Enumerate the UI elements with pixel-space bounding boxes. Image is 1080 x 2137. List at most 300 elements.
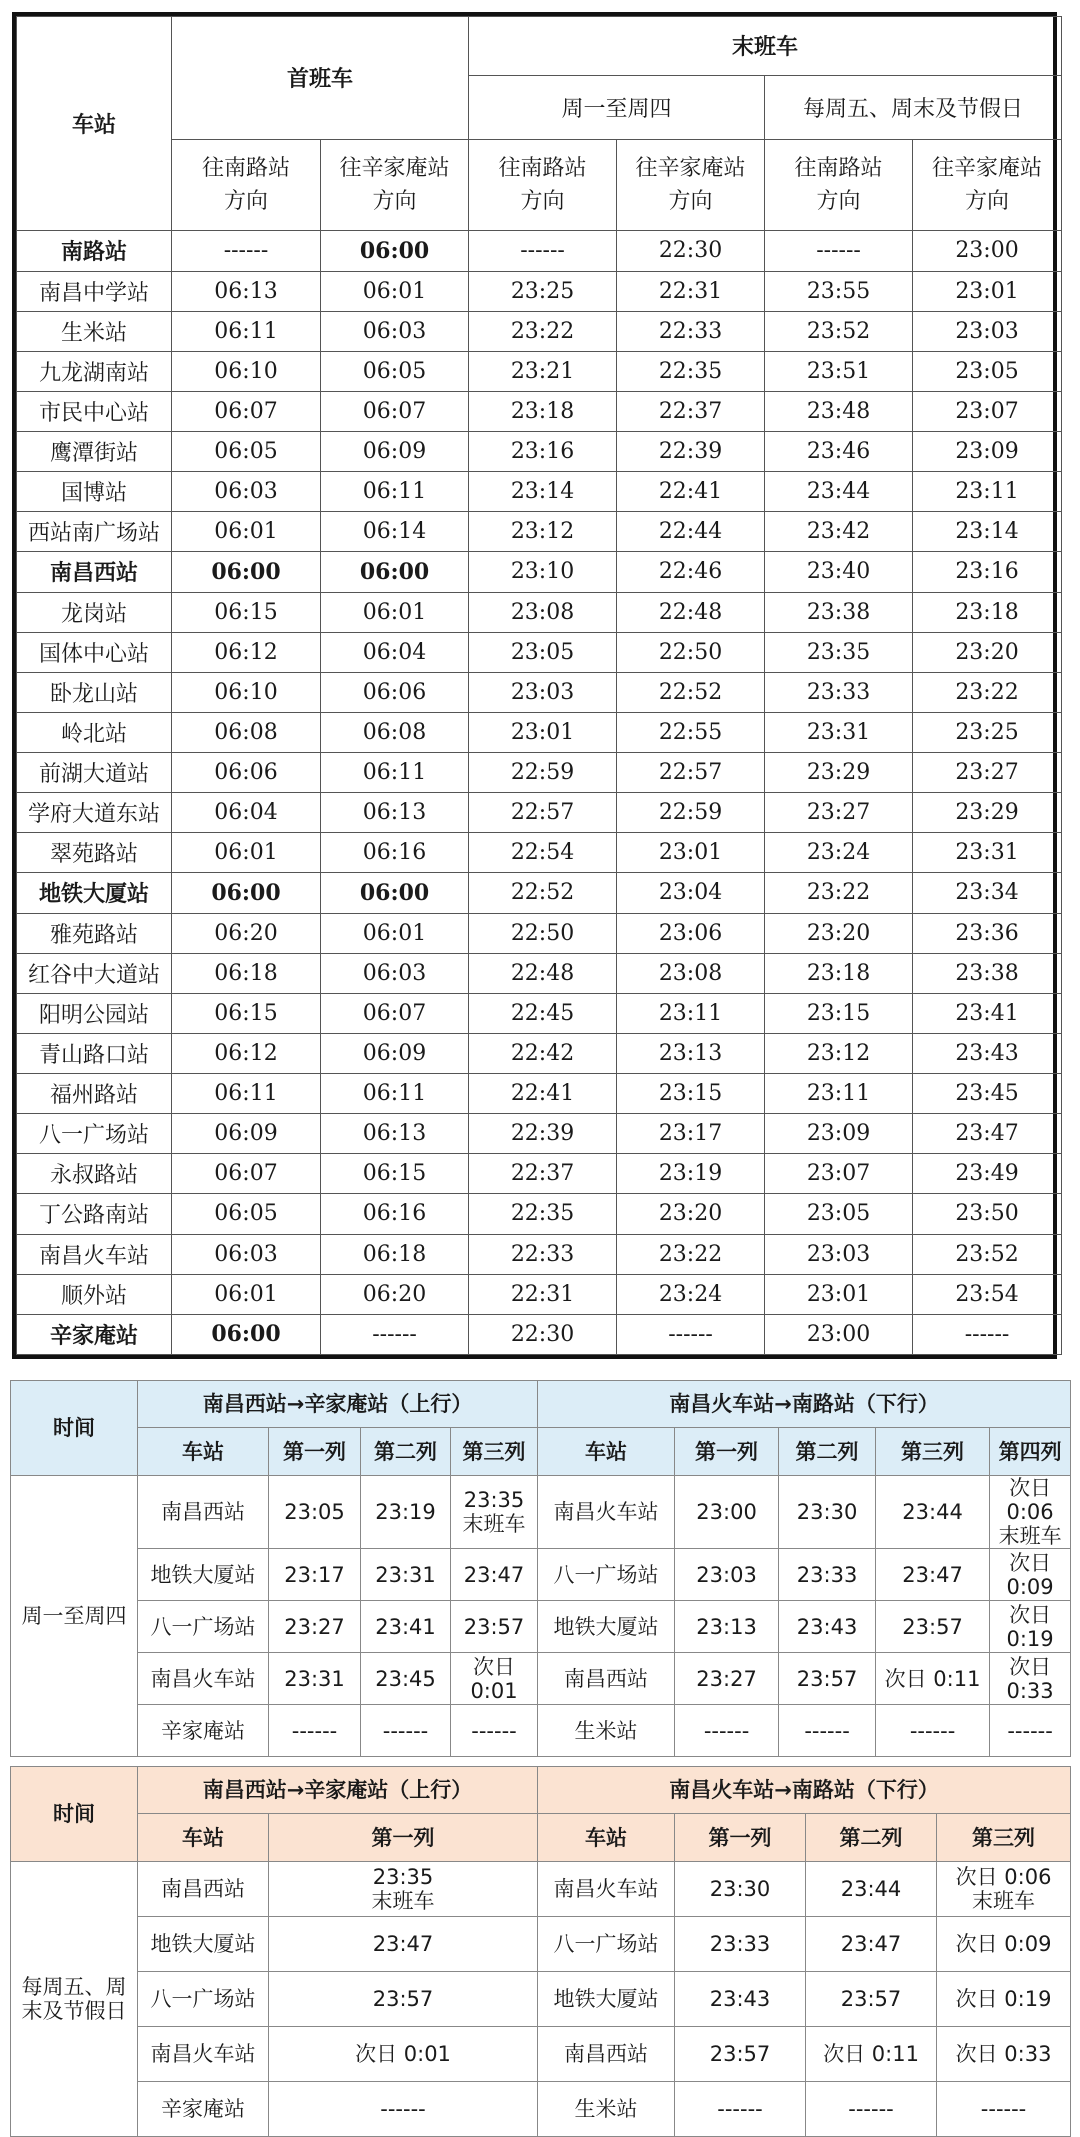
time-cell: ------ — [361, 1705, 451, 1757]
station-header: 车站 — [538, 1428, 675, 1476]
time-cell: 22:48 — [469, 953, 617, 993]
train-1-header: 第一列 — [675, 1814, 806, 1862]
time-cell: 06:01 — [321, 592, 469, 632]
time-cell: 06:01 — [172, 1274, 321, 1314]
time-cell: 23:57 — [451, 1601, 538, 1653]
time-cell: ------ — [675, 2082, 806, 2137]
time-cell: 23:15 — [765, 993, 913, 1033]
time-cell: 次日 0:06 末班车 — [990, 1476, 1071, 1549]
time-cell: 22:52 — [469, 873, 617, 913]
table-row — [11, 2027, 1071, 2082]
table-row — [11, 1601, 1071, 1653]
time-cell: 23:11 — [765, 1074, 913, 1114]
time-cell: 23:35 末班车 — [451, 1476, 538, 1549]
time-cell: 06:09 — [321, 1033, 469, 1073]
table-row — [11, 1549, 1071, 1601]
time-cell: 06:07 — [321, 391, 469, 431]
time-cell: 23:01 — [617, 833, 765, 873]
time-cell: 23:12 — [765, 1033, 913, 1073]
time-cell: 23:08 — [469, 592, 617, 632]
time-cell: 22:57 — [617, 753, 765, 793]
time-cell: ------ — [675, 1705, 779, 1757]
time-cell: 06:00 — [172, 1314, 321, 1354]
train-2-header: 第二列 — [806, 1814, 937, 1862]
up-direction-title: 南昌西站→辛家庵站（上行） — [138, 1381, 538, 1428]
table-row — [17, 953, 1062, 993]
station-name: 南昌火车站 — [538, 1862, 675, 1917]
time-cell: 23:40 — [765, 552, 913, 592]
time-cell: 06:07 — [321, 993, 469, 1033]
table-row — [17, 311, 1062, 351]
time-cell: 23:44 — [876, 1476, 990, 1549]
time-cell: 22:39 — [617, 432, 765, 472]
station-name: 国体中心站 — [17, 632, 172, 672]
station-name: 青山路口站 — [17, 1033, 172, 1073]
time-cell: 23:55 — [765, 271, 913, 311]
weekday-extra-trains — [10, 1380, 1070, 1743]
time-cell: 23:19 — [617, 1154, 765, 1194]
time-cell: 23:54 — [913, 1274, 1062, 1314]
table-row — [17, 993, 1062, 1033]
time-cell: 23:33 — [765, 672, 913, 712]
station-name: 南昌火车站 — [138, 1653, 269, 1705]
time-cell: 06:05 — [172, 1194, 321, 1234]
time-cell: 23:22 — [469, 311, 617, 351]
dir-south-header: 往南路站 方向 — [765, 139, 913, 231]
time-cell: 23:57 — [675, 2027, 806, 2082]
time-cell: ------ — [269, 1705, 361, 1757]
station-name: 前湖大道站 — [17, 753, 172, 793]
time-cell: 23:48 — [765, 391, 913, 431]
time-cell: 23:09 — [765, 1114, 913, 1154]
time-cell: 23:22 — [617, 1234, 765, 1274]
time-cell: 23:27 — [675, 1653, 779, 1705]
time-cell: 23:47 — [451, 1549, 538, 1601]
time-cell: 23:13 — [617, 1033, 765, 1073]
table-row — [17, 512, 1062, 552]
time-cell: 23:35 — [765, 632, 913, 672]
train-3-header: 第三列 — [937, 1814, 1071, 1862]
time-cell: 06:06 — [321, 672, 469, 712]
time-cell: 23:57 — [876, 1601, 990, 1653]
time-cell: 22:48 — [617, 592, 765, 632]
table-row — [17, 793, 1062, 833]
station-name: 生米站 — [538, 2082, 675, 2137]
time-cell: 23:44 — [806, 1862, 937, 1917]
time-cell: 23:38 — [913, 953, 1062, 993]
time-cell: 23:18 — [765, 953, 913, 993]
time-cell: 次日 0:19 — [937, 1972, 1071, 2027]
time-cell: 23:09 — [913, 432, 1062, 472]
time-cell: 23:11 — [913, 472, 1062, 512]
station-name: 岭北站 — [17, 712, 172, 752]
time-cell: 23:34 — [913, 873, 1062, 913]
station-name: 顺外站 — [17, 1274, 172, 1314]
time-cell: 06:07 — [172, 1154, 321, 1194]
time-cell: 06:01 — [172, 512, 321, 552]
time-cell: 06:11 — [321, 753, 469, 793]
time-cell: 22:54 — [469, 833, 617, 873]
period-label: 周一至周四 — [11, 1476, 138, 1757]
time-cell: 06:06 — [172, 753, 321, 793]
time-cell: 次日 0:01 — [269, 2027, 538, 2082]
time-cell: 23:20 — [765, 913, 913, 953]
time-cell: 23:49 — [913, 1154, 1062, 1194]
table-row — [17, 632, 1062, 672]
time-cell: 06:01 — [321, 913, 469, 953]
time-cell: 次日 0:01 — [451, 1653, 538, 1705]
time-cell: 23:46 — [765, 432, 913, 472]
station-name: 阳明公园站 — [17, 993, 172, 1033]
time-cell: 23:57 — [779, 1653, 876, 1705]
weekday-extra-table — [10, 1380, 1071, 1757]
time-cell: ------ — [990, 1705, 1071, 1757]
time-cell: 次日 0:33 — [937, 2027, 1071, 2082]
time-cell: 23:05 — [913, 351, 1062, 391]
time-cell: 23:38 — [765, 592, 913, 632]
time-cell: 06:09 — [172, 1114, 321, 1154]
table-row — [17, 712, 1062, 752]
station-header: 车站 — [17, 17, 172, 231]
time-cell: 23:07 — [913, 391, 1062, 431]
time-cell: 23:31 — [361, 1549, 451, 1601]
station-name: 地铁大厦站 — [17, 873, 172, 913]
station-header: 车站 — [138, 1428, 269, 1476]
time-cell: 22:42 — [469, 1033, 617, 1073]
station-name: 八一广场站 — [538, 1917, 675, 1972]
station-name: 南昌西站 — [538, 2027, 675, 2082]
time-cell: 22:59 — [617, 793, 765, 833]
time-cell: ------ — [765, 231, 913, 271]
train-1-header: 第一列 — [269, 1814, 538, 1862]
time-cell: 06:11 — [172, 311, 321, 351]
time-cell: 23:43 — [675, 1972, 806, 2027]
time-cell: 23:47 — [806, 1917, 937, 1972]
time-header: 时间 — [11, 1767, 138, 1862]
time-cell: ------ — [172, 231, 321, 271]
time-cell: 23:29 — [913, 793, 1062, 833]
time-cell: 22:41 — [617, 472, 765, 512]
station-name: 国博站 — [17, 472, 172, 512]
time-cell: 23:20 — [617, 1194, 765, 1234]
time-cell: 23:43 — [913, 1033, 1062, 1073]
time-cell: 06:13 — [321, 1114, 469, 1154]
time-cell: 23:22 — [765, 873, 913, 913]
time-cell: 22:50 — [617, 632, 765, 672]
time-cell: 06:03 — [321, 311, 469, 351]
time-cell: 06:12 — [172, 1033, 321, 1073]
dir-xin-header: 往辛家庵站 方向 — [321, 139, 469, 231]
time-cell: ------ — [321, 1314, 469, 1354]
up-direction-title: 南昌西站→辛家庵站（上行） — [138, 1767, 538, 1814]
time-cell: 22:31 — [617, 271, 765, 311]
station-name: 辛家庵站 — [138, 2082, 269, 2137]
time-cell: 06:10 — [172, 672, 321, 712]
time-cell: 23:35 末班车 — [269, 1862, 538, 1917]
train-1-header: 第一列 — [675, 1428, 779, 1476]
station-name: 南昌火车站 — [538, 1476, 675, 1549]
time-cell: 06:00 — [321, 552, 469, 592]
table-row — [17, 1274, 1062, 1314]
time-cell: 23:44 — [765, 472, 913, 512]
time-cell: ------ — [913, 1314, 1062, 1354]
table-row — [17, 1234, 1062, 1274]
time-cell: 22:59 — [469, 753, 617, 793]
time-cell: 06:15 — [172, 993, 321, 1033]
time-cell: 23:01 — [913, 271, 1062, 311]
time-cell: 23:03 — [913, 311, 1062, 351]
time-cell: 06:15 — [321, 1154, 469, 1194]
time-cell: ------ — [269, 2082, 538, 2137]
time-cell: 06:11 — [321, 1074, 469, 1114]
time-cell: 23:24 — [617, 1274, 765, 1314]
time-cell: 06:10 — [172, 351, 321, 391]
time-cell: 23:29 — [765, 753, 913, 793]
station-name: 地铁大厦站 — [138, 1549, 269, 1601]
time-cell: 次日 0:09 — [937, 1917, 1071, 1972]
time-cell: 次日 0:19 — [990, 1601, 1071, 1653]
table-row — [17, 592, 1062, 632]
time-cell: 06:08 — [321, 712, 469, 752]
time-cell: 06:13 — [321, 793, 469, 833]
time-cell: 06:12 — [172, 632, 321, 672]
time-cell: 23:12 — [469, 512, 617, 552]
train-1-header: 第一列 — [269, 1428, 361, 1476]
time-cell: 23:07 — [765, 1154, 913, 1194]
time-cell: 23:57 — [269, 1972, 538, 2027]
time-cell: 22:33 — [469, 1234, 617, 1274]
time-cell: 23:52 — [765, 311, 913, 351]
time-cell: 06:00 — [321, 231, 469, 271]
time-cell: ------ — [876, 1705, 990, 1757]
time-cell: 23:27 — [913, 753, 1062, 793]
time-cell: 23:00 — [913, 231, 1062, 271]
time-cell: 23:04 — [617, 873, 765, 913]
station-name: 辛家庵站 — [138, 1705, 269, 1757]
station-name: 西站南广场站 — [17, 512, 172, 552]
time-cell: 06:01 — [172, 833, 321, 873]
time-cell: 22:35 — [469, 1194, 617, 1234]
table-row — [17, 672, 1062, 712]
first-last-train-table — [16, 16, 1062, 1355]
station-name: 八一广场站 — [138, 1601, 269, 1653]
down-direction-title: 南昌火车站→南路站（下行） — [538, 1767, 1071, 1814]
time-cell: 次日 0:09 — [990, 1549, 1071, 1601]
time-cell: 23:14 — [913, 512, 1062, 552]
down-direction-title: 南昌火车站→南路站（下行） — [538, 1381, 1071, 1428]
time-cell: 23:47 — [913, 1114, 1062, 1154]
station-name: 辛家庵站 — [17, 1314, 172, 1354]
time-cell: ------ — [937, 2082, 1071, 2137]
time-cell: 23:42 — [765, 512, 913, 552]
time-cell: 23:31 — [765, 712, 913, 752]
weekend-extra-trains — [10, 1766, 1070, 2136]
time-cell: 06:03 — [321, 953, 469, 993]
time-cell: 23:25 — [469, 271, 617, 311]
station-name: 龙岗站 — [17, 592, 172, 632]
table-row — [17, 873, 1062, 913]
time-cell: 22:39 — [469, 1114, 617, 1154]
time-cell: 22:44 — [617, 512, 765, 552]
station-name: 南昌西站 — [138, 1476, 269, 1549]
time-cell: 22:31 — [469, 1274, 617, 1314]
time-cell: 23:14 — [469, 472, 617, 512]
table-row — [11, 1917, 1071, 1972]
station-name: 南昌西站 — [17, 552, 172, 592]
time-cell: 23:30 — [675, 1862, 806, 1917]
time-cell: 次日 0:06 末班车 — [937, 1862, 1071, 1917]
time-cell: 06:20 — [172, 913, 321, 953]
time-cell: 22:57 — [469, 793, 617, 833]
time-cell: 06:16 — [321, 1194, 469, 1234]
time-cell: 23:00 — [675, 1476, 779, 1549]
weekday-header: 周一至周四 — [469, 75, 765, 139]
station-name: 卧龙山站 — [17, 672, 172, 712]
time-cell: 06:08 — [172, 712, 321, 752]
table-row — [11, 1476, 1071, 1549]
time-header: 时间 — [11, 1381, 138, 1476]
station-name: 生米站 — [17, 311, 172, 351]
time-cell: 23:03 — [675, 1549, 779, 1601]
time-cell: ------ — [779, 1705, 876, 1757]
train-2-header: 第二列 — [779, 1428, 876, 1476]
train-4-header: 第四列 — [990, 1428, 1071, 1476]
weekend-header: 每周五、周末及节假日 — [765, 75, 1062, 139]
time-cell: 06:09 — [321, 432, 469, 472]
table-row — [17, 1033, 1062, 1073]
time-cell: 06:07 — [172, 391, 321, 431]
station-header: 车站 — [138, 1814, 269, 1862]
time-cell: 06:18 — [321, 1234, 469, 1274]
time-cell: 23:30 — [779, 1476, 876, 1549]
time-cell: 23:21 — [469, 351, 617, 391]
time-cell: 06:11 — [172, 1074, 321, 1114]
period-label: 每周五、周 末及节假日 — [11, 1862, 138, 2137]
time-cell: 22:37 — [617, 391, 765, 431]
time-cell: 23:52 — [913, 1234, 1062, 1274]
time-cell: 23:08 — [617, 953, 765, 993]
station-name: 南路站 — [17, 231, 172, 271]
time-cell: 22:55 — [617, 712, 765, 752]
table-row — [17, 391, 1062, 431]
time-cell: 23:01 — [469, 712, 617, 752]
time-cell: 22:33 — [617, 311, 765, 351]
time-cell: 23:57 — [806, 1972, 937, 2027]
time-cell: 23:31 — [269, 1653, 361, 1705]
table-row — [11, 1653, 1071, 1705]
time-cell: 23:45 — [913, 1074, 1062, 1114]
time-cell: 23:41 — [361, 1601, 451, 1653]
time-cell: 23:36 — [913, 913, 1062, 953]
dir-xin-header: 往辛家庵站 方向 — [617, 139, 765, 231]
table-row — [17, 432, 1062, 472]
time-cell: 22:30 — [469, 1314, 617, 1354]
time-cell: 06:04 — [172, 793, 321, 833]
time-cell: 23:50 — [913, 1194, 1062, 1234]
time-cell: 22:46 — [617, 552, 765, 592]
first-train-header: 首班车 — [172, 17, 469, 140]
last-train-header: 末班车 — [469, 17, 1062, 76]
time-cell: 次日 0:11 — [806, 2027, 937, 2082]
time-cell: 22:45 — [469, 993, 617, 1033]
station-name: 福州路站 — [17, 1074, 172, 1114]
time-cell: 23:05 — [765, 1194, 913, 1234]
station-name: 南昌火车站 — [138, 2027, 269, 2082]
table-row — [17, 753, 1062, 793]
time-cell: 次日 0:33 — [990, 1653, 1071, 1705]
time-cell: 23:00 — [765, 1314, 913, 1354]
time-cell: 23:45 — [361, 1653, 451, 1705]
time-cell: ------ — [469, 231, 617, 271]
time-cell: 23:20 — [913, 632, 1062, 672]
train-3-header: 第三列 — [876, 1428, 990, 1476]
station-name: 永叔路站 — [17, 1154, 172, 1194]
time-cell: 23:31 — [913, 833, 1062, 873]
table-row — [17, 1194, 1062, 1234]
time-cell: 06:00 — [172, 873, 321, 913]
train-2-header: 第二列 — [361, 1428, 451, 1476]
table-row — [17, 1114, 1062, 1154]
train-3-header: 第三列 — [451, 1428, 538, 1476]
time-cell: 23:13 — [675, 1601, 779, 1653]
time-cell: 23:43 — [779, 1601, 876, 1653]
time-cell: ------ — [617, 1314, 765, 1354]
time-cell: 23:18 — [469, 391, 617, 431]
station-name: 南昌中学站 — [17, 271, 172, 311]
time-cell: 06:05 — [321, 351, 469, 391]
time-cell: 22:37 — [469, 1154, 617, 1194]
table-row — [17, 1314, 1062, 1354]
station-name: 八一广场站 — [17, 1114, 172, 1154]
station-header: 车站 — [538, 1814, 675, 1862]
station-name: 南昌火车站 — [17, 1234, 172, 1274]
time-cell: 23:18 — [913, 592, 1062, 632]
table-row — [11, 2082, 1071, 2137]
time-cell: 22:50 — [469, 913, 617, 953]
station-name: 丁公路南站 — [17, 1194, 172, 1234]
table-row — [17, 1154, 1062, 1194]
time-cell: ------ — [806, 2082, 937, 2137]
time-cell: ------ — [451, 1705, 538, 1757]
time-cell: 06:03 — [172, 472, 321, 512]
time-cell: 22:30 — [617, 231, 765, 271]
station-name: 八一广场站 — [538, 1549, 675, 1601]
time-cell: 23:51 — [765, 351, 913, 391]
time-cell: 23:11 — [617, 993, 765, 1033]
station-name: 市民中心站 — [17, 391, 172, 431]
table-row — [11, 1705, 1071, 1757]
main-timetable — [12, 12, 1057, 1359]
station-name: 地铁大厦站 — [138, 1917, 269, 1972]
time-cell: 06:05 — [172, 432, 321, 472]
time-cell: 23:47 — [876, 1549, 990, 1601]
station-name: 翠苑路站 — [17, 833, 172, 873]
table-row — [11, 1972, 1071, 2027]
time-cell: 23:24 — [765, 833, 913, 873]
time-cell: 23:41 — [913, 993, 1062, 1033]
station-name: 九龙湖南站 — [17, 351, 172, 391]
station-name: 南昌西站 — [538, 1653, 675, 1705]
time-cell: 06:13 — [172, 271, 321, 311]
table-row — [17, 833, 1062, 873]
station-name: 红谷中大道站 — [17, 953, 172, 993]
table-row — [17, 552, 1062, 592]
station-name: 学府大道东站 — [17, 793, 172, 833]
table-row — [17, 1074, 1062, 1114]
time-cell: 23:05 — [269, 1476, 361, 1549]
time-cell: 23:19 — [361, 1476, 451, 1549]
time-cell: 23:25 — [913, 712, 1062, 752]
